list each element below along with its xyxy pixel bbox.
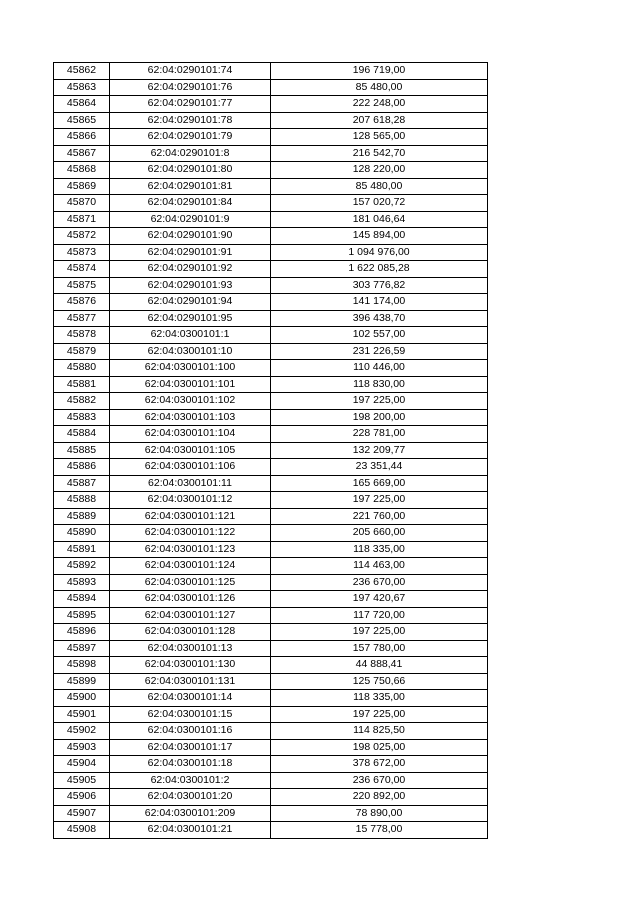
table-row (54, 178, 488, 195)
cadastral-number-cell: 62:04:0290101:84 (110, 195, 271, 212)
cadastral-number-cell: 62:04:0290101:8 (110, 145, 271, 162)
cadastral-value-cell: 117 720,00 (271, 607, 488, 624)
cadastral-value-cell: 216 542,70 (271, 145, 488, 162)
row-number-cell: 45904 (54, 756, 110, 773)
table-row (54, 261, 488, 278)
table-row (54, 376, 488, 393)
cadastral-number-cell: 62:04:0300101:104 (110, 426, 271, 443)
cadastral-value-cell: 118 830,00 (271, 376, 488, 393)
cadastral-value-cell: 228 781,00 (271, 426, 488, 443)
cadastral-value-cell: 198 200,00 (271, 409, 488, 426)
cadastral-value-cell: 114 463,00 (271, 558, 488, 575)
row-number-cell: 45871 (54, 211, 110, 228)
cadastral-number-cell: 62:04:0290101:90 (110, 228, 271, 245)
table-row (54, 195, 488, 212)
row-number-cell: 45886 (54, 459, 110, 476)
table-row (54, 756, 488, 773)
row-number-cell: 45890 (54, 525, 110, 542)
table-row (54, 822, 488, 839)
cadastral-value-cell: 1 094 976,00 (271, 244, 488, 261)
cadastral-value-cell: 145 894,00 (271, 228, 488, 245)
cadastral-number-cell: 62:04:0290101:94 (110, 294, 271, 311)
row-number-cell: 45867 (54, 145, 110, 162)
row-number-cell: 45892 (54, 558, 110, 575)
cadastral-value-cell: 15 778,00 (271, 822, 488, 839)
table-row (54, 673, 488, 690)
cadastral-value-cell: 102 557,00 (271, 327, 488, 344)
table-row (54, 343, 488, 360)
cadastral-number-cell: 62:04:0290101:91 (110, 244, 271, 261)
cadastral-value-cell: 198 025,00 (271, 739, 488, 756)
cadastral-number-cell: 62:04:0300101:13 (110, 640, 271, 657)
cadastral-value-cell: 396 438,70 (271, 310, 488, 327)
row-number-cell: 45898 (54, 657, 110, 674)
cadastral-number-cell: 62:04:0300101:103 (110, 409, 271, 426)
table-row (54, 492, 488, 509)
row-number-cell: 45883 (54, 409, 110, 426)
table-row (54, 409, 488, 426)
cadastral-number-cell: 62:04:0300101:11 (110, 475, 271, 492)
cadastral-number-cell: 62:04:0300101:130 (110, 657, 271, 674)
cadastral-value-cell: 132 209,77 (271, 442, 488, 459)
table-row (54, 360, 488, 377)
table-row (54, 129, 488, 146)
table-row (54, 591, 488, 608)
cadastral-number-cell: 62:04:0300101:100 (110, 360, 271, 377)
cadastral-number-cell: 62:04:0300101:101 (110, 376, 271, 393)
row-number-cell: 45888 (54, 492, 110, 509)
row-number-cell: 45872 (54, 228, 110, 245)
row-number-cell: 45902 (54, 723, 110, 740)
row-number-cell: 45875 (54, 277, 110, 294)
cadastral-value-cell: 118 335,00 (271, 541, 488, 558)
row-number-cell: 45906 (54, 789, 110, 806)
table-row (54, 690, 488, 707)
row-number-cell: 45874 (54, 261, 110, 278)
cadastral-number-cell: 62:04:0300101:105 (110, 442, 271, 459)
cadastral-value-cell: 157 780,00 (271, 640, 488, 657)
cadastral-number-cell: 62:04:0290101:74 (110, 63, 271, 80)
table-row (54, 640, 488, 657)
row-number-cell: 45876 (54, 294, 110, 311)
table-row (54, 805, 488, 822)
cadastral-value-cell: 23 351,44 (271, 459, 488, 476)
cadastral-value-cell: 128 565,00 (271, 129, 488, 146)
cadastral-value-cell: 141 174,00 (271, 294, 488, 311)
cadastral-number-cell: 62:04:0300101:121 (110, 508, 271, 525)
cadastral-value-cell: 78 890,00 (271, 805, 488, 822)
table-row (54, 459, 488, 476)
cadastral-number-cell: 62:04:0290101:76 (110, 79, 271, 96)
row-number-cell: 45894 (54, 591, 110, 608)
table-row (54, 211, 488, 228)
cadastral-value-cell: 197 225,00 (271, 706, 488, 723)
row-number-cell: 45866 (54, 129, 110, 146)
cadastral-number-cell: 62:04:0300101:123 (110, 541, 271, 558)
cadastral-value-cell: 222 248,00 (271, 96, 488, 113)
cadastral-value-cell: 125 750,66 (271, 673, 488, 690)
row-number-cell: 45881 (54, 376, 110, 393)
table-row (54, 475, 488, 492)
cadastral-value-cell: 378 672,00 (271, 756, 488, 773)
cadastral-number-cell: 62:04:0300101:128 (110, 624, 271, 641)
row-number-cell: 45895 (54, 607, 110, 624)
row-number-cell: 45880 (54, 360, 110, 377)
row-number-cell: 45901 (54, 706, 110, 723)
table-row (54, 393, 488, 410)
cadastral-number-cell: 62:04:0290101:92 (110, 261, 271, 278)
cadastral-number-cell: 62:04:0290101:93 (110, 277, 271, 294)
table-row (54, 723, 488, 740)
cadastral-value-cell: 114 825,50 (271, 723, 488, 740)
cadastral-value-cell: 220 892,00 (271, 789, 488, 806)
table-row (54, 772, 488, 789)
table-row (54, 310, 488, 327)
cadastral-value-cell: 197 225,00 (271, 492, 488, 509)
row-number-cell: 45893 (54, 574, 110, 591)
table-row (54, 739, 488, 756)
table-row (54, 607, 488, 624)
cadastral-number-cell: 62:04:0300101:2 (110, 772, 271, 789)
cadastral-number-cell: 62:04:0290101:95 (110, 310, 271, 327)
cadastral-number-cell: 62:04:0290101:9 (110, 211, 271, 228)
table-row (54, 79, 488, 96)
cadastral-value-cell: 231 226,59 (271, 343, 488, 360)
table-row (54, 574, 488, 591)
table-row (54, 624, 488, 641)
cadastral-number-cell: 62:04:0300101:122 (110, 525, 271, 542)
cadastral-value-cell: 118 335,00 (271, 690, 488, 707)
cadastral-number-cell: 62:04:0300101:14 (110, 690, 271, 707)
row-number-cell: 45903 (54, 739, 110, 756)
row-number-cell: 45869 (54, 178, 110, 195)
cadastral-value-cell: 128 220,00 (271, 162, 488, 179)
row-number-cell: 45879 (54, 343, 110, 360)
row-number-cell: 45884 (54, 426, 110, 443)
row-number-cell: 45865 (54, 112, 110, 129)
cadastral-value-table (53, 62, 488, 839)
table-row (54, 706, 488, 723)
table-row (54, 541, 488, 558)
row-number-cell: 45882 (54, 393, 110, 410)
cadastral-number-cell: 62:04:0300101:209 (110, 805, 271, 822)
cadastral-value-cell: 157 020,72 (271, 195, 488, 212)
row-number-cell: 45885 (54, 442, 110, 459)
cadastral-number-cell: 62:04:0300101:18 (110, 756, 271, 773)
table-row (54, 294, 488, 311)
row-number-cell: 45907 (54, 805, 110, 822)
cadastral-number-cell: 62:04:0300101:106 (110, 459, 271, 476)
cadastral-value-cell: 181 046,64 (271, 211, 488, 228)
table-row (54, 558, 488, 575)
cadastral-number-cell: 62:04:0300101:124 (110, 558, 271, 575)
cadastral-value-cell: 165 669,00 (271, 475, 488, 492)
cadastral-value-cell: 236 670,00 (271, 772, 488, 789)
table-row (54, 112, 488, 129)
table-row (54, 96, 488, 113)
cadastral-number-cell: 62:04:0300101:126 (110, 591, 271, 608)
row-number-cell: 45864 (54, 96, 110, 113)
table-row (54, 63, 488, 80)
table-body (54, 63, 488, 839)
cadastral-number-cell: 62:04:0290101:80 (110, 162, 271, 179)
table-row (54, 228, 488, 245)
cadastral-number-cell: 62:04:0300101:125 (110, 574, 271, 591)
table-row (54, 508, 488, 525)
row-number-cell: 45862 (54, 63, 110, 80)
cadastral-value-cell: 221 760,00 (271, 508, 488, 525)
cadastral-number-cell: 62:04:0300101:21 (110, 822, 271, 839)
cadastral-value-cell: 207 618,28 (271, 112, 488, 129)
row-number-cell: 45905 (54, 772, 110, 789)
table-row (54, 442, 488, 459)
table-row (54, 789, 488, 806)
cadastral-value-cell: 196 719,00 (271, 63, 488, 80)
table-row (54, 162, 488, 179)
row-number-cell: 45887 (54, 475, 110, 492)
row-number-cell: 45889 (54, 508, 110, 525)
cadastral-number-cell: 62:04:0290101:81 (110, 178, 271, 195)
cadastral-value-cell: 44 888,41 (271, 657, 488, 674)
cadastral-number-cell: 62:04:0290101:79 (110, 129, 271, 146)
row-number-cell: 45897 (54, 640, 110, 657)
row-number-cell: 45908 (54, 822, 110, 839)
cadastral-value-cell: 85 480,00 (271, 79, 488, 96)
cadastral-value-cell: 197 225,00 (271, 393, 488, 410)
table-row (54, 525, 488, 542)
cadastral-number-cell: 62:04:0300101:16 (110, 723, 271, 740)
table-row (54, 277, 488, 294)
cadastral-number-cell: 62:04:0300101:127 (110, 607, 271, 624)
row-number-cell: 45870 (54, 195, 110, 212)
cadastral-number-cell: 62:04:0300101:1 (110, 327, 271, 344)
row-number-cell: 45891 (54, 541, 110, 558)
cadastral-number-cell: 62:04:0300101:131 (110, 673, 271, 690)
table-row (54, 145, 488, 162)
cadastral-number-cell: 62:04:0300101:15 (110, 706, 271, 723)
cadastral-value-cell: 197 225,00 (271, 624, 488, 641)
cadastral-number-cell: 62:04:0300101:12 (110, 492, 271, 509)
table-row (54, 327, 488, 344)
cadastral-number-cell: 62:04:0300101:20 (110, 789, 271, 806)
cadastral-number-cell: 62:04:0300101:17 (110, 739, 271, 756)
cadastral-value-cell: 197 420,67 (271, 591, 488, 608)
table-row (54, 426, 488, 443)
row-number-cell: 45863 (54, 79, 110, 96)
cadastral-number-cell: 62:04:0290101:77 (110, 96, 271, 113)
row-number-cell: 45899 (54, 673, 110, 690)
table-row (54, 657, 488, 674)
cadastral-value-cell: 205 660,00 (271, 525, 488, 542)
cadastral-value-cell: 85 480,00 (271, 178, 488, 195)
cadastral-value-cell: 110 446,00 (271, 360, 488, 377)
row-number-cell: 45873 (54, 244, 110, 261)
row-number-cell: 45877 (54, 310, 110, 327)
row-number-cell: 45896 (54, 624, 110, 641)
table-row (54, 244, 488, 261)
row-number-cell: 45900 (54, 690, 110, 707)
cadastral-number-cell: 62:04:0300101:102 (110, 393, 271, 410)
cadastral-number-cell: 62:04:0300101:10 (110, 343, 271, 360)
cadastral-value-cell: 303 776,82 (271, 277, 488, 294)
cadastral-value-cell: 1 622 085,28 (271, 261, 488, 278)
cadastral-number-cell: 62:04:0290101:78 (110, 112, 271, 129)
cadastral-value-cell: 236 670,00 (271, 574, 488, 591)
row-number-cell: 45878 (54, 327, 110, 344)
row-number-cell: 45868 (54, 162, 110, 179)
